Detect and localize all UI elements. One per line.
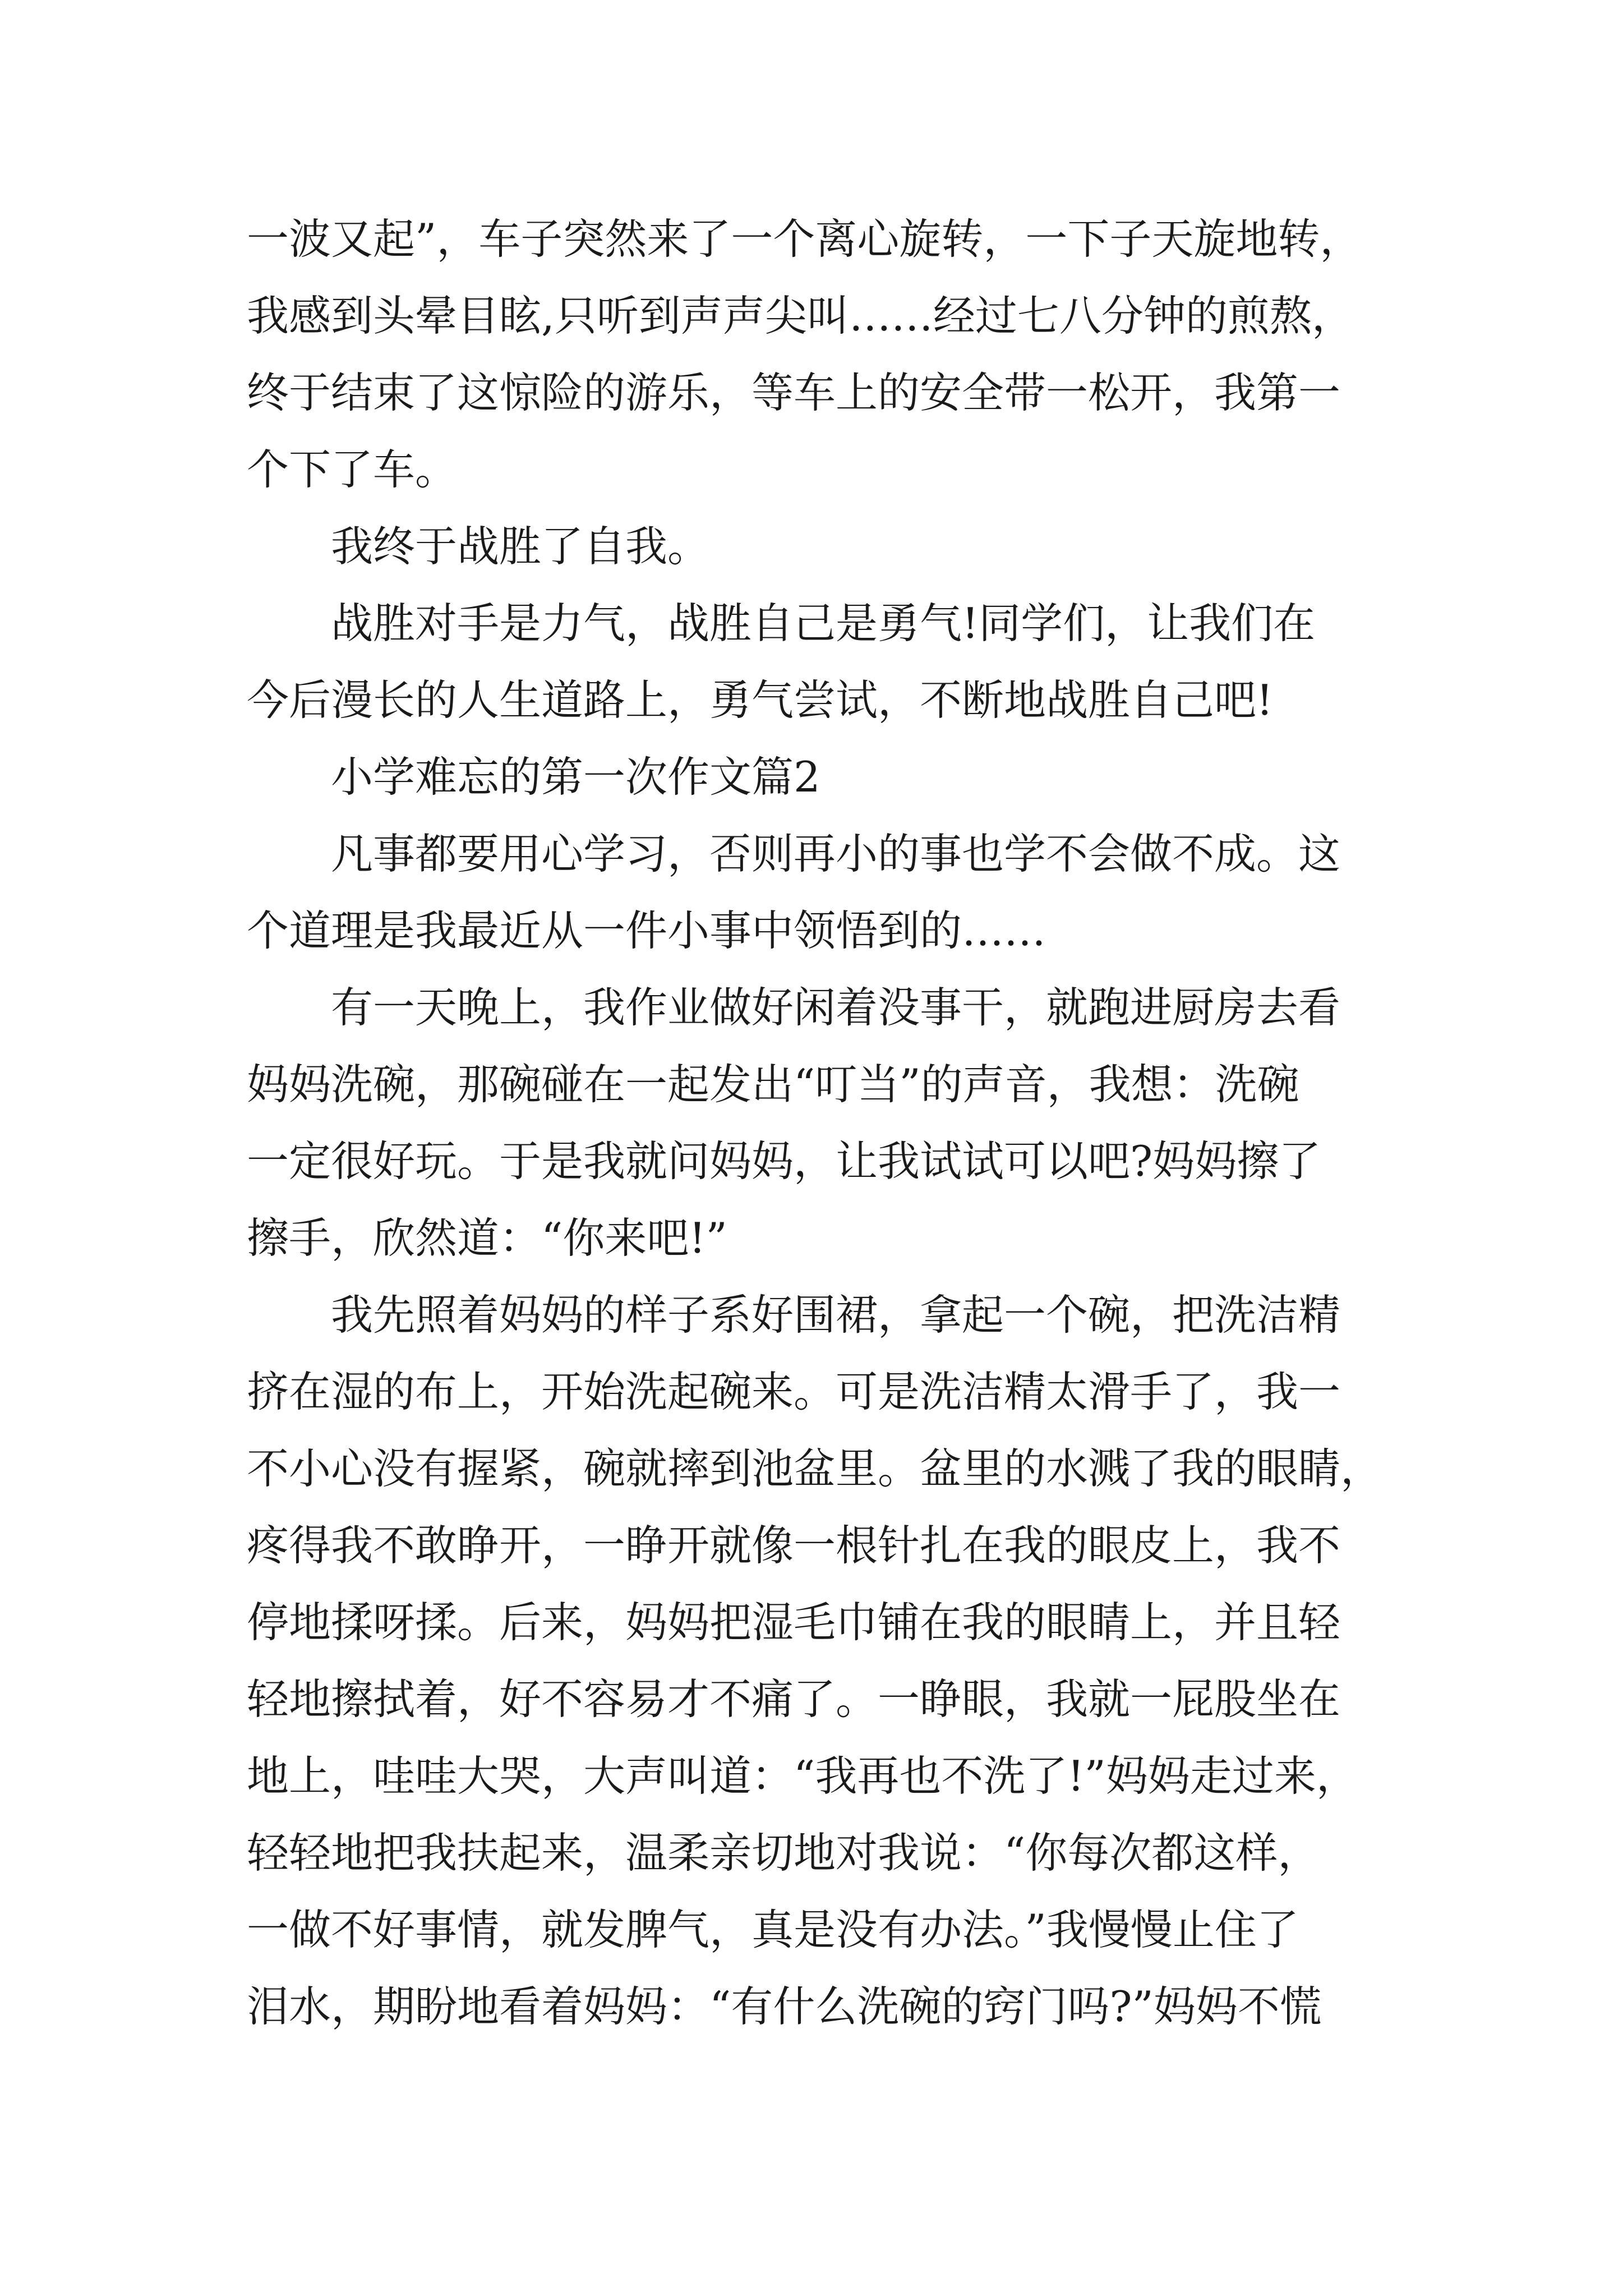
text-line: 不小心没有握紧，碗就摔到池盆里。盆里的水溅了我的眼睛， (247, 1444, 1383, 1493)
essay-body (247, 201, 1413, 2045)
text-line: 一做不好事情，就发脾气，真是没有办法。”我慢慢止住了 (247, 1905, 1299, 1954)
text-line: 一定很好玩。于是我就问妈妈，让我试试可以吧?妈妈擦了 (247, 1137, 1321, 1186)
section-heading: 小学难忘的第一次作文篇2 (331, 752, 820, 802)
text-line: 疼得我不敢睁开，一睁开就像一根针扎在我的眼皮上，我不 (247, 1521, 1341, 1570)
paragraph-first-line: 我终于战胜了自我。 (331, 522, 710, 571)
paragraph-first-line: 凡事都要用心学习，否则再小的事也学不会做不成。这 (331, 829, 1341, 878)
paragraph-first-line: 我先照着妈妈的样子系好围裙，拿起一个碗，把洗洁精 (331, 1290, 1341, 1340)
text-line: 轻地擦拭着，好不容易才不痛了。一睁眼，我就一屁股坐在 (247, 1674, 1341, 1724)
text-line: 个下了车。 (247, 445, 458, 494)
text-line: 停地揉呀揉。后来，妈妈把湿毛巾铺在我的眼睛上，并且轻 (247, 1598, 1341, 1647)
text-line: 今后漫长的人生道路上，勇气尝试，不断地战胜自己吧! (247, 675, 1274, 725)
text-line: 泪水，期盼地看着妈妈：“有什么洗碗的窍门吗?”妈妈不慌 (247, 1982, 1322, 2031)
text-line: 地上，哇哇大哭，大声叫道：“我再也不洗了!”妈妈走过来， (247, 1751, 1358, 1801)
text-line: 挤在湿的布上，开始洗起碗来。可是洗洁精太滑手了，我一 (247, 1367, 1341, 1416)
text-line: 一波又起”，车子突然来了一个离心旋转，一下子天旋地转， (247, 214, 1362, 264)
text-line: 擦手，欣然道：“你来吧!” (247, 1213, 727, 1263)
paragraph-first-line: 有一天晚上，我作业做好闲着没事干，就跑进厨房去看 (331, 983, 1341, 1032)
text-line: 个道理是我最近从一件小事中领悟到的…… (247, 906, 1046, 955)
text-line: 轻轻地把我扶起来，温柔亲切地对我说：“你每次都这样， (247, 1828, 1320, 1878)
text-line: 妈妈洗碗，那碗碰在一起发出“叮当”的声音，我想：洗碗 (247, 1060, 1299, 1109)
text-line: 我感到头晕目眩,只听到声声尖叫……经过七八分钟的煎熬， (247, 291, 1354, 341)
paragraph-first-line: 战胜对手是力气，战胜自己是勇气!同学们，让我们在 (331, 599, 1316, 648)
text-line: 终于结束了这惊险的游乐，等车上的安全带一松开，我第一 (247, 368, 1341, 417)
